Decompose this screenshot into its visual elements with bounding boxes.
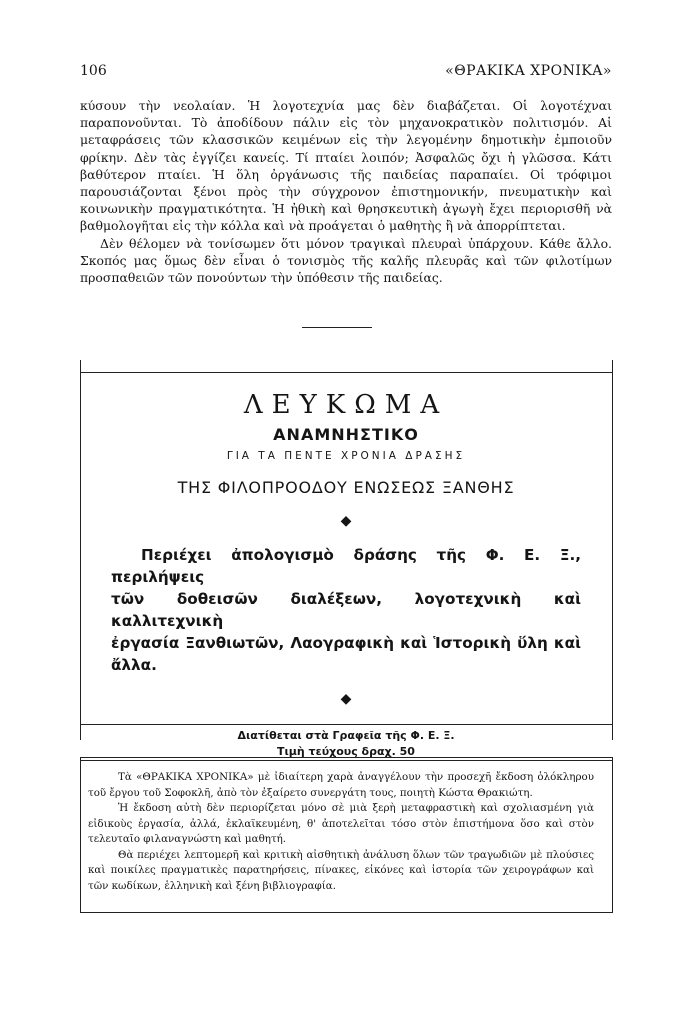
ad-organization: ΤΗΣ ΦΙΛΟΠΡΟΟΔΟΥ ΕΝΩΣΕΩΣ ΞΑΝΘΗΣ xyxy=(177,478,515,497)
ad-description-line: ἐργασία Ξανθιωτῶν, Λαογραφικὴ καὶ Ἱστορικὴ ὕλη καὶ ἄλλα. xyxy=(111,634,581,674)
album-advertisement xyxy=(82,390,610,760)
announcement-paragraph: Θὰ περιέχει λεπτομερῆ καὶ κριτικὴ αἰσθητικὴ ἀνάλυση ὅλων τῶν τραγωδιῶν μὲ πλούσιες καὶ ποικίλες πραγματικὲς παρατηρήσεις, πίνακες, εἰκόνες καὶ ἱστορία τῶν χειρογράφων καὶ τῶν κωδίκων, ἑλληνικὴ καὶ ξένη βιβλιογραφία. xyxy=(88,848,594,892)
diamond-ornament-icon: ◆ xyxy=(340,513,352,529)
ad-description-line: Περιέχει ἀπολογισμὸ δράσης τῆς Φ. Ε. Ξ., περιλήψεις xyxy=(111,546,581,586)
ad-price: Τιμὴ τεύχους δραχ. 50 xyxy=(277,745,415,758)
announcement-paragraph: Ἡ ἔκδοση αὐτὴ δὲν περιορίζεται μόνο σὲ μιὰ ξερὴ μεταφραστικὴ καὶ σχολιασμένη γιὰ εἰδικοὺς ἐργασία, ἀλλά, ἐκλαϊκευμένη, θ' ἀποτελεῖται τόσο στὸν ἐπιστήμονα ὅσο καὶ στὸν τελευταῖο φιλαναγνώστη καὶ μαθητή. xyxy=(88,802,594,845)
page-number: 106 xyxy=(80,63,107,79)
ad-frame-right xyxy=(612,360,613,740)
sophocles-announcement xyxy=(88,770,594,894)
section-divider xyxy=(302,327,372,328)
ad-frame-left xyxy=(80,360,81,740)
running-title: «ΘΡΑΚΙΚΑ ΧΡΟΝΙΚΑ» xyxy=(445,63,612,79)
diamond-ornament-icon: ◆ xyxy=(340,691,352,707)
article-paragraph: κύσουν τὴν νεολαίαν. Ἡ λογοτεχνία μας δὲν διαβάζεται. Οἱ λογοτέχναι παραπονοῦνται. Τὸ ἀποδίδουν πάλιν εἰς τὸν μηχανοκρατικὸν πολιτισμόν. Αἱ μεταφράσεις τῶν κλασσικῶν κειμένων εἰς τὴν λεγομένην δημοτικὴν ἐμποιοῦν φρίκην. Δὲν τὰς ἐγγίζει κανείς. Τί πταίει λοιπόν; Ἀσφαλῶς ὄχι ἡ γλῶσσα. Κάτι βαθύτερον πταίει. Ἡ ὅλη ὀργάνωσις τῆς παιδείας παραπαίει. Οἱ τρόφιμοι παρουσιάζονται ξένοι πρὸς τὴν σύγχρονον ἐπιστημονικήν, πνευματικὴν καὶ κοινωνικὴν πραγματικότητα. Ἡ ἠθικὴ καὶ θρησκευτικὴ ἀγωγὴ ἔχει περιορισθῆ νὰ βαθμολογῆται εἰς τὴν κόλλα καὶ νὰ προάγεται ὁ μαθητὴς ἢ νὰ ἀπορρίπτεται. xyxy=(80,98,612,234)
article-paragraph: Δὲν θέλομεν νὰ τονίσωμεν ὅτι μόνον τραγικαὶ πλευραὶ ὑπάρχουν. Κάθε ἄλλο. Σκοπός μας ὅμως δὲν εἶναι ὁ τονισμὸς τῆς καλῆς πλευρᾶς καὶ τῶν φιλοτίμων προσπαθειῶν τῶν πονούντων τὴν ὑπόθεσιν τῆς παιδείας. xyxy=(80,235,612,286)
ad-description-line: τῶν δοθεισῶν διαλέξεων, λογοτεχνικὴ καὶ καλλιτεχνικὴ xyxy=(111,590,581,630)
ad-frame-top xyxy=(80,372,612,373)
ad-subtitle: ΑΝΑΜΝΗΣΤΙΚΟ xyxy=(273,425,419,444)
ad-subtitle-2: ΓΙΑ ΤΑ ΠΕΝΤΕ ΧΡΟΝΙΑ ΔΡΑΣΗΣ xyxy=(226,450,466,462)
announcement-paragraph: Τὰ «ΘΡΑΚΙΚΑ ΧΡΟΝΙΚΑ» μὲ ἰδιαίτερη χαρὰ ἀναγγέλουν τὴν προσεχῆ ἔκδοση ὁλόκληρου τοῦ ἔργου τοῦ Σοφοκλῆ, ἀπὸ τὸν ἐξαίρετο συνεργάτη τους, ποιητὴ Κώστα Θρακιώτη. xyxy=(88,771,594,799)
ad-description xyxy=(111,544,581,676)
announcement-frame-right xyxy=(612,757,613,913)
announcement-frame-top-inner xyxy=(80,760,612,761)
ad-title: ΛΕΥΚΩΜΑ xyxy=(243,390,449,420)
announcement-frame-left xyxy=(80,757,81,913)
announcement-frame-bottom xyxy=(80,912,612,913)
announcement-frame-top xyxy=(80,757,612,758)
ad-availability: Διατίθεται στὰ Γραφεῖα τῆς Φ. Ε. Ξ. xyxy=(237,729,455,742)
article-text xyxy=(80,97,612,286)
